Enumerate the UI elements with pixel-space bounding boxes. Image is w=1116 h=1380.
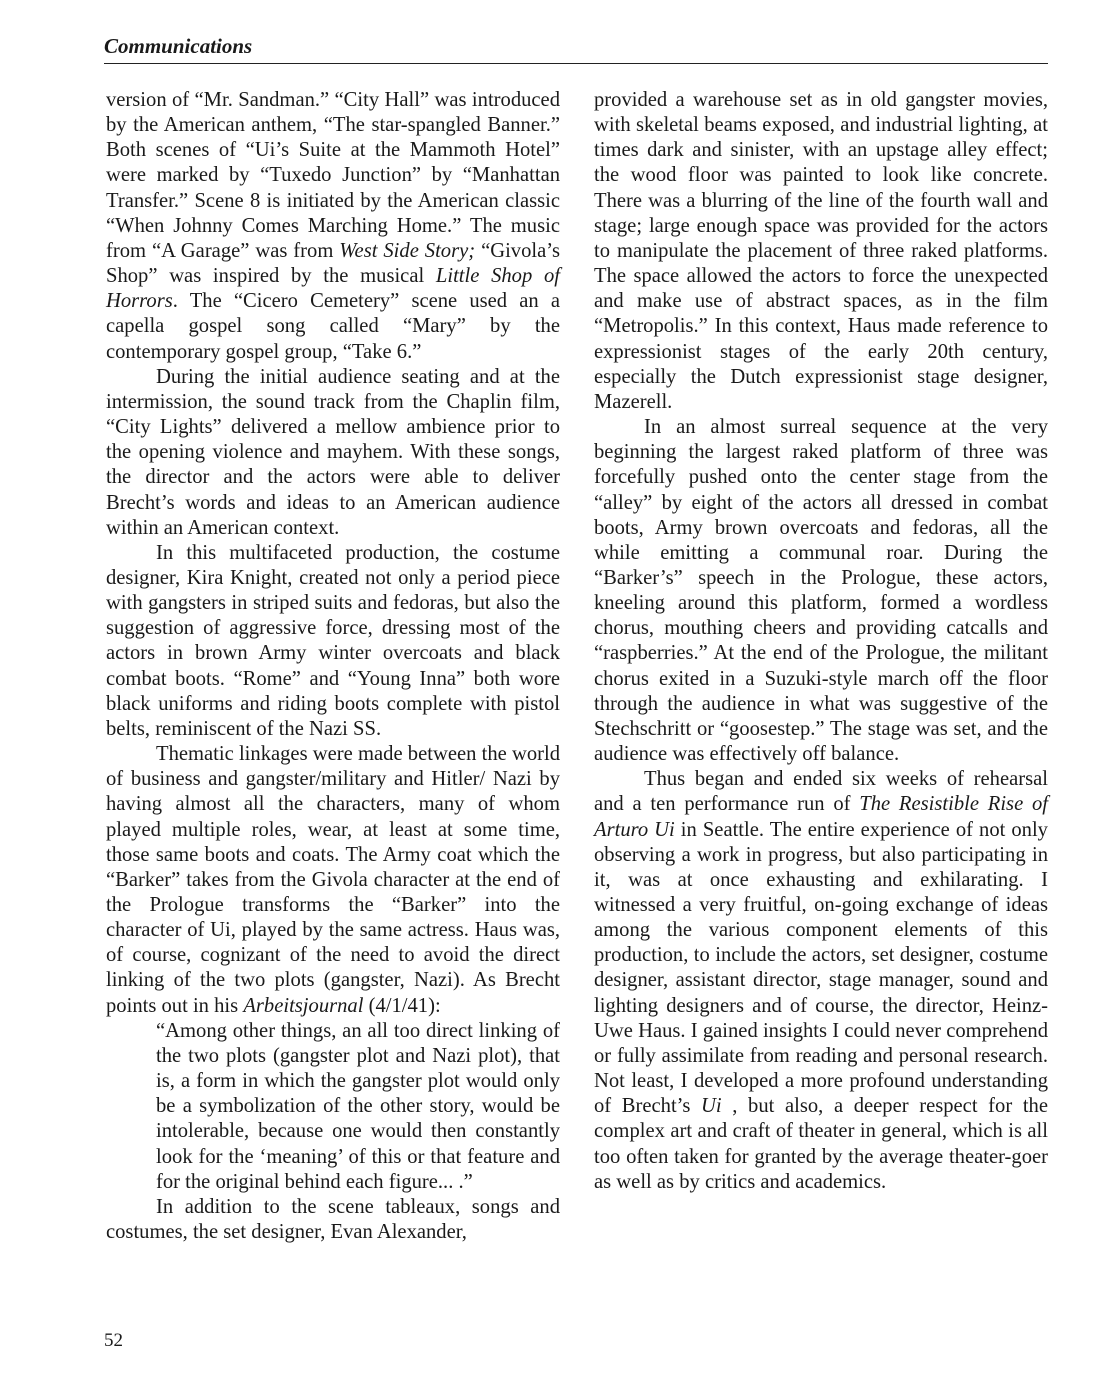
block-quote: “Among other things, an all too direct linking of the two plots (gangster plot and Nazi plot), that is, a form in which the gangster plot would only be a symbolization of the other story, would be intolerable, because one would then constantly look for the ‘meaning’ of this or that feature and for the original behind each figure... .” [156, 1019, 560, 1193]
left-paragraph-3: In this multifaceted production, the costume designer, Kira Knight, created not only a period piece with gangsters in striped suits and fedoras, but also the suggestion of aggressive force, dressing most of the actors in brown Army winter overcoats and black combat boots. “Rome” and “Young Inna” both wore black uniforms and riding boots complete with pistol belts, reminiscent of the Nazi SS. [106, 541, 560, 740]
left-paragraph-4 [106, 742, 560, 1019]
paragraph-text: in Seattle. The entire experience of not only observing a work in progress, but also participating in it, was at once exhausting and exhilarating. I witnessed a very fruitful, on-going exchange of ideas among the various component elements of this production, to include the actors, set designer, costume designer, assistant director, stage manager, sound and lighting designers and of course, the director, Heinz-Uwe Haus. I gained insights I could never comprehend or fully assimilate from reading and personal research. Not least, I developed a more profound understanding of Brecht’s [594, 818, 1048, 1118]
left-paragraph-1 [106, 88, 560, 365]
paragraph-text: (4/1/41): [363, 994, 441, 1017]
right-paragraph-1: provided a warehouse set as in old gangster movies, with skeletal beams exposed, and industrial lighting, at times dark and sinister, with an upstage alley effect; the wood floor was painted to look like concrete. There was a blurring of the line of the fourth wall and stage; large enough space was provided for the actors to manipulate the placement of three raked platforms. The space allowed the actors to force the unexpected and make use of abstract spaces, as in the film “Metropolis.” In this context, Haus made reference to expressionist stages of the early 20th century, especially the Dutch expressionist stage designer, Mazerell. [594, 89, 1048, 413]
page-number: 52 [104, 1330, 123, 1351]
paragraph-text: . The “Cicero Cemetery” scene used an a capella gospel song called “Mary” by the contemporary gospel group, “Take 6.” [106, 290, 560, 363]
left-column [106, 88, 560, 1245]
paragraph-text: Thematic linkages were made between the world of business and gangster/military and Hitler/ Nazi by having almost all the characters, many of whom played multiple roles, wear, at least at some time, those same boots and coats. The Army coat which the “Barker” takes from the Givola character at the end of the Prologue transforms the “Barker” into the character of Ui, played by the same actress. Haus was, of course, cognizant of the need to avoid the direct linking of the two plots (gangster, Nazi). As Brecht points out in his [106, 743, 560, 1017]
left-paragraph-5: In addition to the scene tableaux, songs and costumes, the set designer, Evan Alexander, [106, 1195, 560, 1244]
right-paragraph-2: In an almost surreal sequence at the very beginning the largest raked platform of three was forcefully pushed onto the center stage from the “alley” by eight of the actors all dressed in combat boots, Army brown overcoats and fedoras, all the while emitting a communal roar. During the “Barker’s” speech in the Prologue, these actors, kneeling around this platform, formed a wordless chorus, mouthing cheers and providing catcalls and “raspberries.” At the end of the Prologue, the militant chorus exited in a Suzuki-style march off the floor through the audience in what was suggestive of the Stechschritt or “goosestep.” The stage was set, and the audience was effectively off balance. [594, 416, 1048, 766]
work-title-arturo-ui: The Resistible Rise of Arturo Ui [594, 793, 1048, 841]
work-title-ui: Ui [701, 1095, 722, 1118]
right-paragraph-3 [594, 767, 1048, 1195]
paragraph-text: “Givola’s Shop” was inspired by the musical [106, 239, 560, 288]
paragraph-text: version of “Mr. Sandman.” “City Hall” was introduced by the American anthem, “The star-spangled Banner.” Both scenes of “Ui’s Suite at the Mammoth Hotel” were marked by “Tuxedo Junction” by “Manhattan Transfer.” Scene 8 is initiated by the American classic “When Johnny Comes Marching Home.” The music from “A Garage” was from [106, 89, 560, 262]
work-title-arbeitsjournal: Arbeitsjournal [243, 994, 364, 1017]
work-title-little-shop: Little Shop of Horrors [106, 265, 561, 313]
work-title-west-side-story: West Side Story; [339, 239, 476, 262]
header-rule [104, 63, 1048, 64]
paragraph-text: , but also, a deeper respect for the complex art and craft of theater in general, which is all too often taken for granted by the average theater-goer as well as by critics and academics. [594, 1095, 1048, 1193]
left-paragraph-2: During the initial audience seating and at the intermission, the sound track from the Chaplin film, “City Lights” delivered a mellow ambience prior to the opening violence and mayhem. With these songs, the director and the actors were able to deliver Brecht’s words and ideas to an American audience within an American context. [106, 365, 560, 539]
paragraph-text: Thus began and ended six weeks of rehearsal and a ten performance run of [594, 768, 1048, 816]
running-head-title: Communications [104, 34, 253, 58]
right-column [594, 88, 1048, 1195]
